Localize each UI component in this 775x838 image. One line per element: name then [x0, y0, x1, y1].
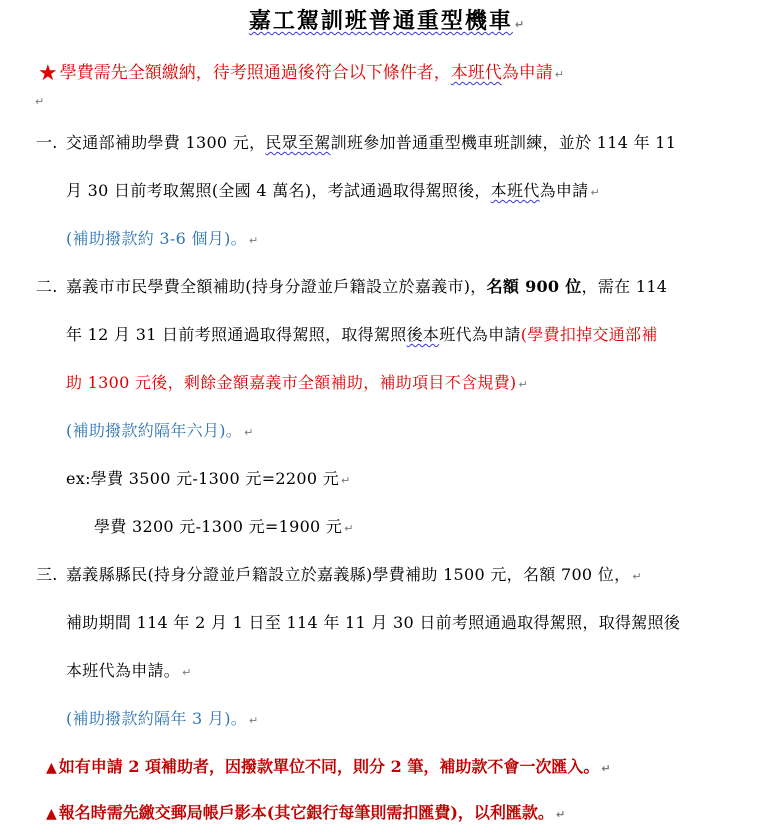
quota-900: 名額 900 位: [486, 277, 582, 296]
section-1-line-2: 月 30 日前考取駕照(全國 4 萬名)，考試通過取得駕照後，本班代為申請 ↵: [66, 181, 601, 200]
section-2-example-1: ex:學費 3500 元-1300 元=2200 元 ↵: [66, 469, 351, 488]
warning-triangle-icon: ▲: [46, 806, 57, 822]
section-1-line-1: 一. 交通部補助學費 1300 元，民眾至駕訓班參加普通重型機車班訓練，並於 114 年 11: [36, 130, 676, 153]
document-title: [0, 4, 775, 35]
section-3-line-3: 本班代為申請。 ↵: [66, 661, 192, 680]
title-text: 嘉工駕訓班普通重型機車: [248, 8, 513, 34]
section-2-line-2: 年 12 月 31 日前考照通過取得駕照，取得駕照後本班代為申請(學費扣掉交通部補: [66, 325, 658, 344]
paragraph-mark-icon: ↵: [514, 18, 527, 31]
warning-two-subsidies: ▲ 如有申請 2 項補助者，因撥款單位不同，則分 2 筆，補助款不會一次匯入。 ↵: [46, 757, 611, 776]
section-2-line-1: 二. 嘉義市市民學費全額補助(持身分證並戶籍設立於嘉義市)，名額 900 位，需在 114: [36, 274, 667, 297]
star-icon: ★: [38, 61, 58, 86]
section-3-line-1: 三. 嘉義縣縣民(持身分證並戶籍設立於嘉義縣)學費補助 1500 元，名額 700 位， ↵: [36, 562, 642, 585]
section-2-example-2: 學費 3200 元-1300 元=1900 元 ↵: [94, 517, 354, 536]
section-3-number: 三.: [36, 565, 58, 584]
section-3-note: (補助撥款約隔年 3 月)。 ↵: [66, 709, 259, 728]
warning-post-office-account: ▲ 報名時需先繳交郵局帳戶影本(其它銀行每筆則需扣匯費)，以利匯款。 ↵: [46, 803, 566, 822]
warning-triangle-icon: ▲: [46, 760, 57, 776]
section-1-note: (補助撥款約 3-6 個月)。 ↵: [66, 229, 259, 248]
blank-paragraph-mark: ↵: [35, 95, 45, 108]
section-2-line-3: 助 1300 元後，剩餘金額嘉義市全額補助，補助項目不含規費) ↵: [66, 373, 528, 392]
section-1-number: 一.: [36, 133, 58, 152]
section-2-note: (補助撥款約隔年六月)。 ↵: [66, 421, 254, 440]
section-3-line-2: 補助期間 114 年 2 月 1 日至 114 年 11 月 30 日前考照通過取得駕照，取得駕照後: [66, 613, 681, 632]
tuition-notice: ★ 學費需先全額繳納，待考照通過後符合以下條件者，本班代為申請 ↵: [38, 61, 564, 86]
section-2-number: 二.: [36, 277, 58, 296]
